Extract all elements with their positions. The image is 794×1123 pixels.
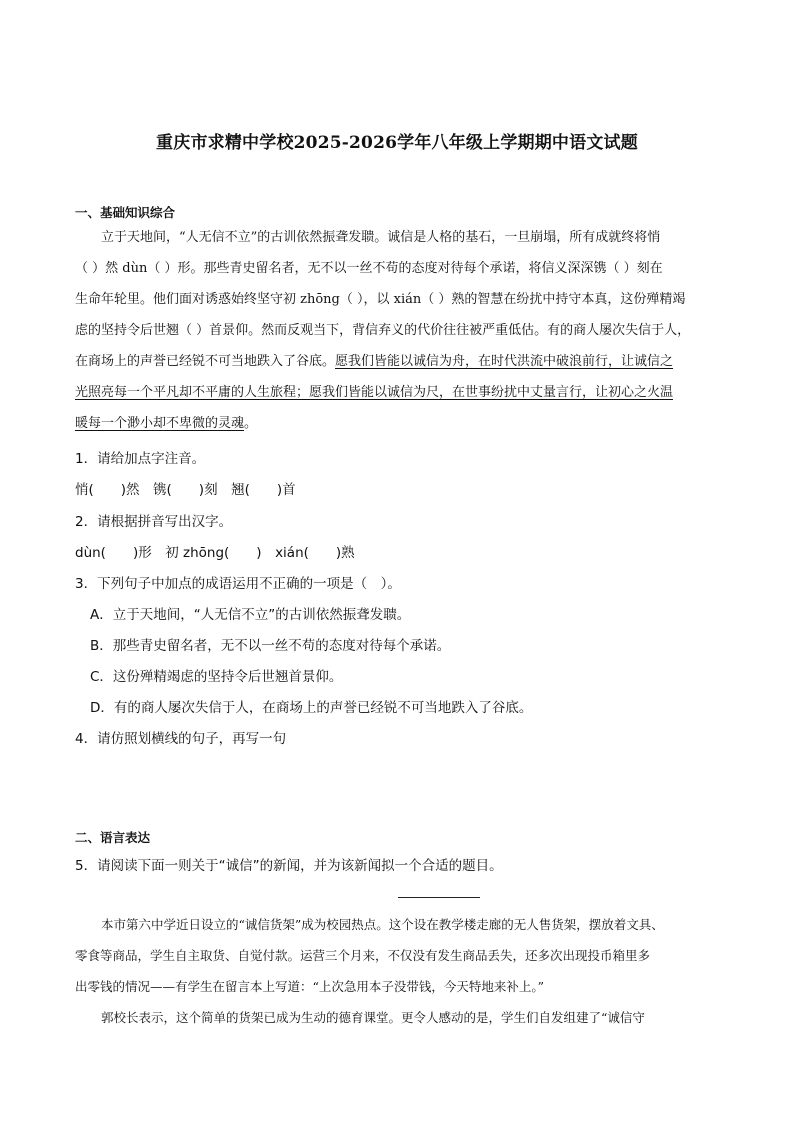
- option-c: C．这份殚精竭虑的坚持令后世翘首景仰。: [90, 669, 343, 685]
- passage-line: （ ）然 dùn（ ）形。那些青史留名者，无不以一丝不苟的态度对待每个承诺，将信义深深镌（ ）刻在: [75, 261, 663, 276]
- news-passage: [75, 909, 725, 1033]
- question-2-label: 2．请根据拼音写出汉字。: [75, 514, 233, 530]
- question-5-label: 5．请阅读下面一则关于“诚信”的新闻，并为该新闻拟一个合适的题目。: [75, 858, 503, 874]
- news-line: 零食等商品，学生自主取货、自觉付款。运营三个月来，不仅没有发生商品丢失，还多次出现投币箱里多: [75, 948, 651, 963]
- question-4-label: 4．请仿照划横线的句子，再写一句: [75, 731, 287, 747]
- passage-text: 。: [244, 416, 258, 431]
- section-heading-1: 一、基础知识综合: [75, 205, 176, 220]
- passage-line: 虑的坚持令后世翘（ ）首景仰。然而反观当下，背信弃义的代价往往被严重低估。有的商人屡次失信于人，: [75, 323, 691, 338]
- news-line: 郭校长表示，这个简单的货架已成为生动的德育课堂。更令人感动的是，学生们自发组建了“诚信守: [101, 1010, 645, 1025]
- underlined-sentence: 愿我们皆能以诚信为舟，在时代洪流中破浪前行，让诚信之: [335, 354, 674, 369]
- title-answer-line: [398, 897, 480, 898]
- news-line: 出零钱的情况——有学生在留言本上写道：“上次急用本子没带钱，今天特地来补上。”: [75, 979, 545, 994]
- underlined-sentence: 光照亮每一个平凡却不平庸的人生旅程；愿我们皆能以诚信为尺，在世事纷扰中丈量言行，让初心之火温: [75, 385, 674, 400]
- news-line: 本市第六中学近日设立的“诚信货架”成为校园热点。这个设在教学楼走廊的无人售货架，摆放着文具、: [101, 917, 664, 932]
- question-1-label: 1．请给加点字注音。: [75, 451, 206, 467]
- question-1-blanks: 悄( )然 镌( )刻 翘( )首: [75, 482, 296, 498]
- question-2-blanks: dùn( )形 初 zhōng( ) xián( )熟: [75, 545, 355, 561]
- option-b: B．那些青史留名者，无不以一丝不苟的态度对待每个承诺。: [90, 638, 451, 654]
- question-3-label: 3．下列句子中加点的成语运用不正确的一项是（ ）。: [75, 576, 401, 592]
- passage-text: 在商场上的声誉已经锐不可当地跌入了谷底。: [75, 354, 336, 369]
- underlined-sentence: 暖每一个渺小却不卑微的灵魂: [75, 416, 245, 431]
- passage: [75, 222, 721, 439]
- passage-line: 立于天地间，“人无信不立”的古训依然振聋发聩。诚信是人格的基石，一旦崩塌，所有成就终将悄: [101, 230, 661, 245]
- page-title: 重庆市求精中学校2025-2026学年八年级上学期期中语文试题: [156, 133, 638, 153]
- passage-line: [75, 346, 721, 377]
- section-heading-2: 二、语言表达: [75, 830, 151, 845]
- passage-line: [75, 377, 721, 408]
- passage-line: [75, 408, 721, 439]
- passage-line: 生命年轮里。他们面对诱惑始终坚守初 zhōng（ ），以 xián（ ）熟的智慧在纷扰中持守本真，这份殚精竭: [75, 292, 686, 307]
- option-d: D．有的商人屡次失信于人，在商场上的声誉已经锐不可当地跌入了谷底。: [90, 700, 533, 716]
- option-a: A．立于天地间，“人无信不立”的古训依然振聋发聩。: [90, 607, 411, 623]
